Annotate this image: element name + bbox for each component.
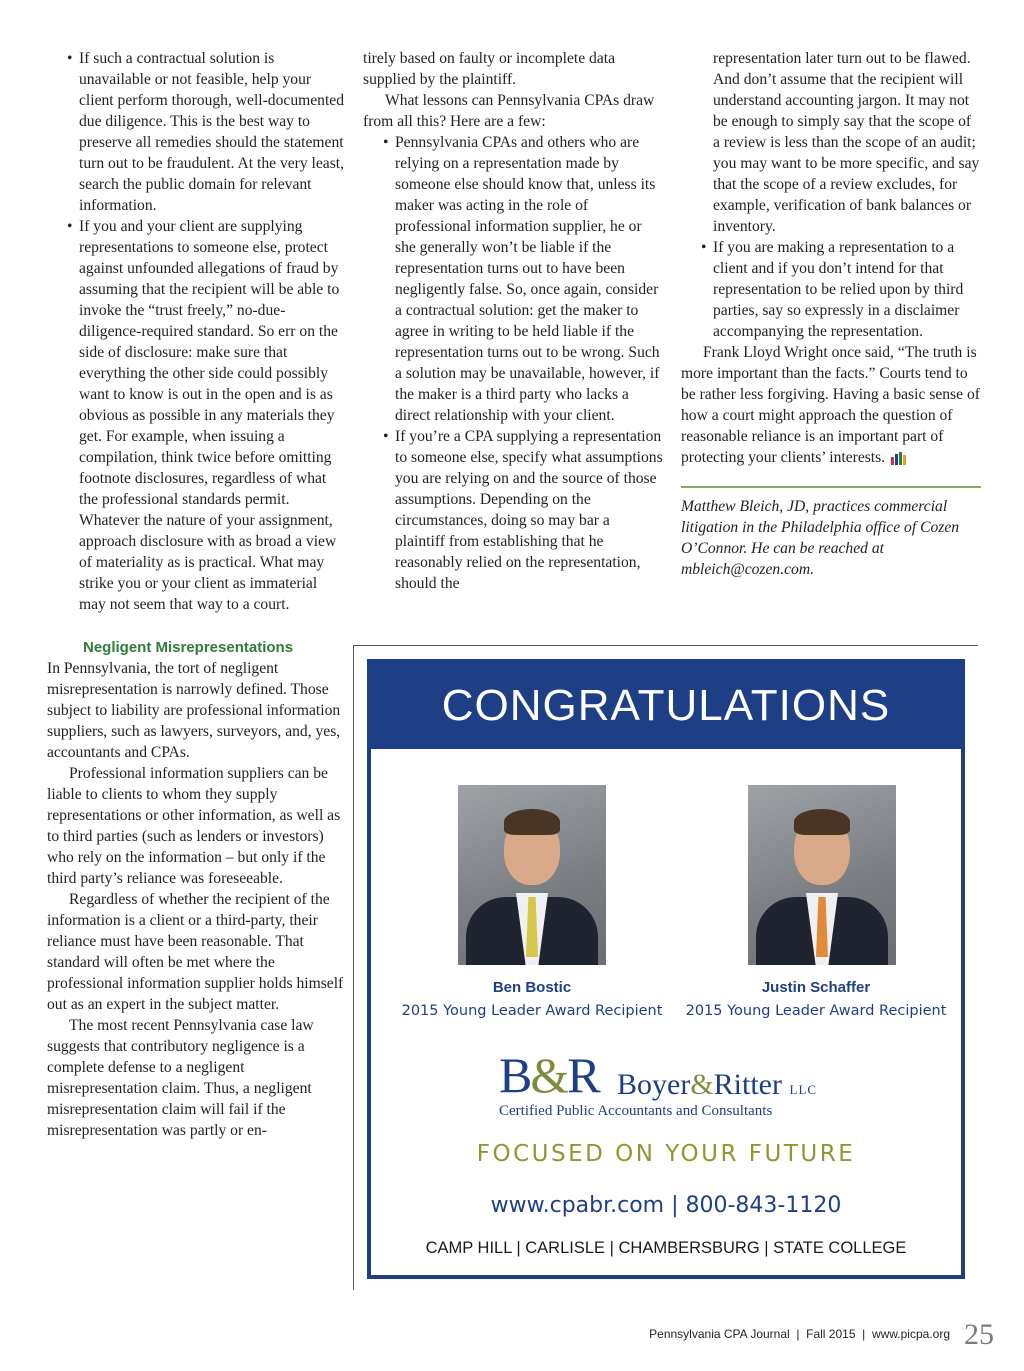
hair-shape xyxy=(504,809,560,835)
logo-word-ampersand: & xyxy=(690,1068,714,1101)
bullet-paragraph: • If you are making a representation to a client and if you don’t intend for that representation to be relied upon by third parties, say so expressly in a disclaimer accompanying the representation. xyxy=(681,237,981,342)
section-heading: Negligent Misrepresentations xyxy=(83,639,294,656)
body-paragraph: Professional information suppliers can be liable to clients to whom they supply representations or other information, as well as to third parties (such as lenders or investors) who rely on the information – but only if the third party’s reliance was foreseeable. xyxy=(47,765,341,887)
author-byline: Matthew Bleich, JD, practices commercial litigation in the Philadelphia office of Cozen O’Connor. He can be reached at mbleich@cozen.com. xyxy=(681,498,960,578)
portrait-photo xyxy=(748,785,896,965)
byline-divider xyxy=(681,486,981,488)
bullet-paragraph: • If you’re a CPA supplying a representation to someone else, specify what assumptions you are relying on and the source of those assumptions. Depending on the circumstances, doing so may bar a plaintiff from establishing that he reasonably relied on the representation, should the xyxy=(363,426,663,594)
boyer-ritter-logo xyxy=(499,1049,859,1121)
closing-paragraph-text: Frank Lloyd Wright once said, “The truth is more important than the facts.” Courts tend to be rather less forgiving. Having a basic sense of how a court might approach the question of reasonable reliance is an important part of protecting your clients’ interests. xyxy=(681,344,980,466)
body-paragraph: tirely based on faulty or incomplete data supplied by the plaintiff. xyxy=(363,50,616,88)
body-paragraph: representation later turn out to be flawed. And don’t assume that the recipient will understand accounting jargon. It may not be enough to simply say that the scope of a review is less than the scope of an audit; you may want to be more specific, and say that the scope of a review excludes, for example, verification of bank balances or inventory. xyxy=(713,50,980,235)
bullet-paragraph: • If you and your client are supplying representations to someone else, protect against unfounded allegations of fraud by assuming that the recipient will be able to invoke the “trust freely,” no-due-diligence-required standard. So err on the side of disclosure: make sure that everything the other side could possibly want to know is out in the open and is as obvious as possible in any materials they get. For example, when issuing a compilation, think twice before omitting footnote disclosures, regardless of what the professional standards permit. Whatever the nature of your assignment, approach disclosure with as broad a view of materiality as is practical. What may strike you or your client as immaterial may not seem that way to a court. xyxy=(47,216,347,615)
logo-word-boyer: Boyer xyxy=(617,1068,691,1101)
article-column-2 xyxy=(363,48,663,594)
portrait-photo xyxy=(458,785,606,965)
ad-banner: CONGRATULATIONS xyxy=(371,663,961,749)
page-footer xyxy=(649,1318,994,1352)
article-column-3 xyxy=(681,48,981,580)
page-number: 25 xyxy=(964,1318,994,1351)
congratulations-ad xyxy=(353,645,978,1290)
footer-text: Pennsylvania CPA Journal | Fall 2015 | www.picpa.org xyxy=(649,1327,950,1342)
ad-tagline: FOCUSED ON YOUR FUTURE xyxy=(476,1141,856,1167)
ad-contact: www.cpabr.com | 800-843-1120 xyxy=(490,1193,842,1218)
body-paragraph: The most recent Pennsylvania case law suggests that contributory negligence is a complete defense to a negligent misrepresentation claim. Thus, a negligent misrepresentation claim will fail if the misrepresentation was partly or en- xyxy=(47,1017,314,1139)
body-paragraph: In Pennsylvania, the tort of negligent misrepresentation is narrowly defined. Those subject to liability are professional information suppliers, such as lawyers, surveyors, and, yes, accountants and CPAs. xyxy=(47,660,341,761)
article-column-1 xyxy=(47,48,347,1141)
logo-subtitle: Certified Public Accountants and Consultants xyxy=(499,1103,773,1119)
logo-word-ritter: Ritter xyxy=(713,1068,782,1101)
logo-llc: LLC xyxy=(789,1082,818,1097)
recipient-name: Ben Bostic xyxy=(492,979,572,996)
recipient-award: 2015 Young Leader Award Recipient xyxy=(685,1003,947,1019)
article-end-icon xyxy=(889,451,911,465)
body-paragraph: What lessons can Pennsylvania CPAs draw from all this? Here are a few: xyxy=(363,92,655,130)
ad-frame-left xyxy=(353,645,354,1290)
logo-initials xyxy=(499,1049,599,1101)
logo-wordmark xyxy=(617,1069,817,1106)
ad-frame-top xyxy=(353,645,978,646)
bullet-paragraph: • Pennsylvania CPAs and others who are relying on a representation made by someone else should know that, unless its maker was acting in the role of professional information supplier, he or she generally won’t be liable if the representation turns out to have been negligently false. So, once again, consider a contractual solution: get the maker to agree in writing to be held liable if the representation turns out to be wrong. Such a solution may be unavailable, however, if the maker is a third party who lacks a direct relationship with your client. xyxy=(363,132,663,426)
body-paragraph: Regardless of whether the recipient of the information is a client or a third-party, their reliance must have been reasonable. That standard will often be met where the professional information supplier holds himself out as an expert in the subject matter. xyxy=(47,891,344,1013)
logo-initial-b: B xyxy=(499,1047,531,1103)
hair-shape xyxy=(794,809,850,835)
logo-initial-r: R xyxy=(567,1047,599,1103)
logo-ampersand: & xyxy=(530,1047,568,1103)
ad-office-locations: CAMP HILL | CARLISLE | CHAMBERSBURG | STATE COLLEGE xyxy=(425,1239,907,1257)
ad-panel xyxy=(367,659,965,1279)
body-paragraph xyxy=(681,342,981,468)
recipient-award: 2015 Young Leader Award Recipient xyxy=(401,1003,663,1019)
recipient-name: Justin Schaffer xyxy=(761,979,871,996)
bullet-paragraph: • If such a contractual solution is unavailable or not feasible, help your client perform thorough, well-documented due diligence. This is the best way to preserve all remedies should the statement turn out to be fraudulent. At the very least, search the public domain for relevant information. xyxy=(47,48,347,216)
